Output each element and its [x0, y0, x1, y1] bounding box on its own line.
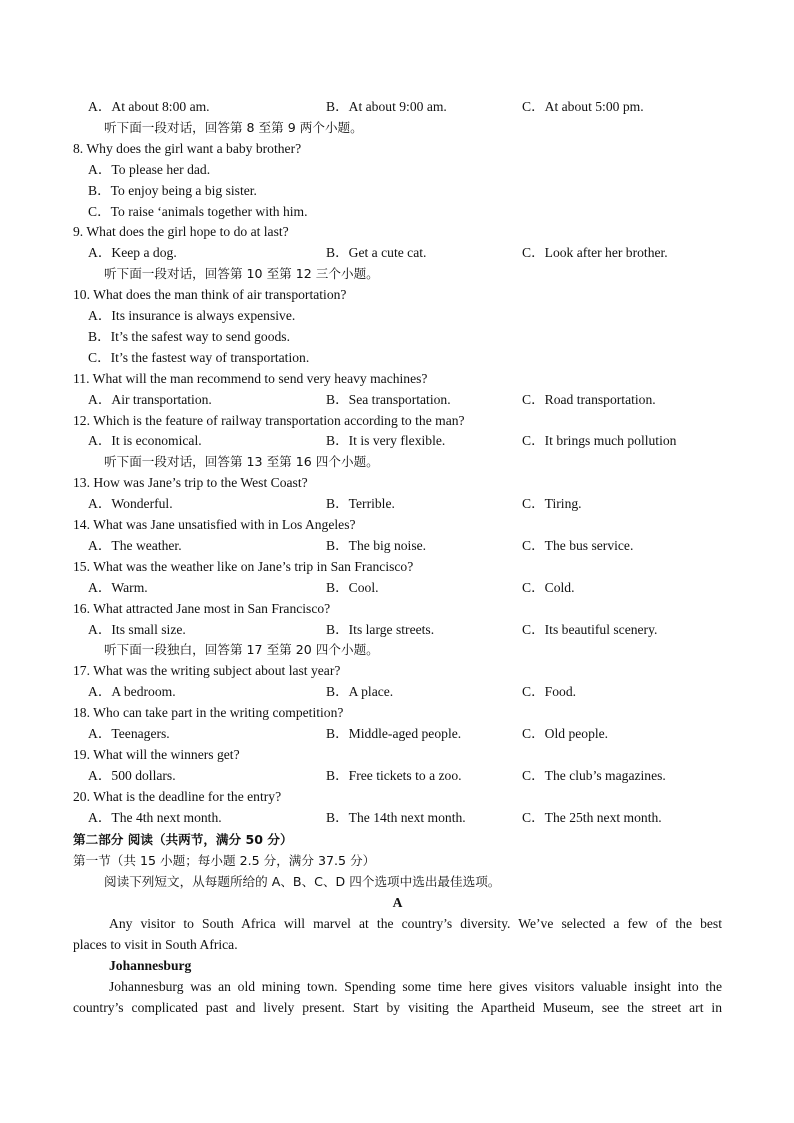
option-row — [73, 578, 722, 598]
section-subheading-text: 第一节（共 15 小题；每小题 2.5 分，满分 37.5 分） — [73, 853, 376, 868]
question-stem — [73, 599, 722, 619]
instruction-text: 听下面一段对话，回答第 13 至第 16 四个小题。 — [104, 454, 379, 469]
option-b: B．Get a cute cat. — [326, 245, 427, 260]
question-stem — [73, 515, 722, 535]
section-heading-text: 第二部分 阅读（共两节，满分 50 分） — [73, 832, 293, 847]
intro-line-1: Any visitor to South Africa will marvel at the country’s diversity. We’ve selected a few of the best — [109, 916, 722, 931]
question-text: 9. What does the girl hope to do at last? — [73, 224, 289, 239]
option-c: C．Tiring. — [522, 496, 582, 511]
option-row — [73, 431, 722, 451]
city-heading — [109, 956, 722, 976]
option-a: A．The weather. — [88, 538, 182, 553]
option-a: A．At about 8:00 am. — [88, 99, 210, 114]
section-heading — [73, 830, 722, 850]
option-text: A．Its insurance is always expensive. — [88, 308, 296, 323]
paragraph-line-2: country’s complicated past and lively present. Start by visiting the Apartheid Museum, see the street art in — [73, 1000, 722, 1015]
option-row — [73, 682, 722, 702]
question-text: 18. Who can take part in the writing competition? — [73, 705, 344, 720]
option-b: B．Cool. — [326, 580, 379, 595]
question-text: 16. What attracted Jane most in San Francisco? — [73, 601, 331, 616]
listening-instruction — [73, 640, 722, 660]
option-line — [73, 181, 722, 201]
option-b: B．It is very flexible. — [326, 433, 446, 448]
listening-instruction — [73, 118, 722, 138]
option-text: B．It’s the safest way to send goods. — [88, 329, 290, 344]
question-stem — [73, 369, 722, 389]
option-b: B．A place. — [326, 684, 394, 699]
paragraph-line-1: Johannesburg was an old mining town. Spending some time here gives visitors valuable insight into the — [109, 979, 722, 994]
question-text: 20. What is the deadline for the entry? — [73, 789, 282, 804]
option-a: A．Warm. — [88, 580, 148, 595]
option-line — [73, 202, 722, 222]
city-heading-text: Johannesburg — [109, 958, 192, 973]
question-stem — [73, 285, 722, 305]
option-row — [73, 724, 722, 744]
option-c: C．At about 5:00 pm. — [522, 99, 644, 114]
option-a: A．A bedroom. — [88, 684, 176, 699]
question-stem — [73, 557, 722, 577]
question-stem — [73, 703, 722, 723]
option-b: B．The 14th next month. — [326, 810, 466, 825]
option-text: A．To please her dad. — [88, 162, 211, 177]
option-a: A．Teenagers. — [88, 726, 170, 741]
option-text: B．To enjoy being a big sister. — [88, 183, 257, 198]
option-text: C．It’s the fastest way of transportation. — [88, 350, 310, 365]
question-text: 11. What will the man recommend to send very heavy machines? — [73, 371, 428, 386]
question-stem — [73, 139, 722, 159]
question-stem — [73, 473, 722, 493]
option-a: A．The 4th next month. — [88, 810, 222, 825]
instruction-text: 听下面一段对话，回答第 8 至第 9 两个小题。 — [104, 120, 363, 135]
option-row — [73, 494, 722, 514]
option-row — [73, 536, 722, 556]
option-row — [73, 390, 722, 410]
question-text: 13. How was Jane’s trip to the West Coast? — [73, 475, 308, 490]
question-text: 14. What was Jane unsatisfied with in Los Angeles? — [73, 517, 356, 532]
option-a: A．Keep a dog. — [88, 245, 177, 260]
option-b: B．Its large streets. — [326, 622, 435, 637]
instruction-text: 听下面一段对话，回答第 10 至第 12 三个小题。 — [104, 266, 379, 281]
option-row — [73, 620, 722, 640]
question-text: 17. What was the writing subject about last year? — [73, 663, 341, 678]
question-text: 8. Why does the girl want a baby brother? — [73, 141, 302, 156]
option-line — [73, 327, 722, 347]
option-c: C．The bus service. — [522, 538, 634, 553]
question-stem — [73, 222, 722, 242]
option-row — [73, 808, 722, 828]
option-b: B．Free tickets to a zoo. — [326, 768, 462, 783]
option-line — [73, 306, 722, 326]
question-text: 12. Which is the feature of railway transportation according to the man? — [73, 413, 465, 428]
option-a: A．Air transportation. — [88, 392, 212, 407]
reading-instruction-text: 阅读下列短文，从每题所给的 A、B、C、D 四个选项中选出最佳选项。 — [104, 874, 501, 889]
option-b: B．Middle-aged people. — [326, 726, 462, 741]
option-row — [73, 243, 722, 263]
listening-instruction — [73, 264, 722, 284]
option-c: C．Cold. — [522, 580, 575, 595]
option-c: C．Old people. — [522, 726, 609, 741]
option-row — [73, 97, 722, 117]
reading-instruction — [73, 872, 722, 892]
question-text: 19. What will the winners get? — [73, 747, 240, 762]
question-text: 15. What was the weather like on Jane’s trip in San Francisco? — [73, 559, 414, 574]
intro-line-2 — [73, 935, 722, 955]
option-b: B．Sea transportation. — [326, 392, 451, 407]
question-text: 10. What does the man think of air transportation? — [73, 287, 347, 302]
instruction-text: 听下面一段独白，回答第 17 至第 20 四个小题。 — [104, 642, 379, 657]
option-b: B．Terrible. — [326, 496, 395, 511]
option-a: A．500 dollars. — [88, 768, 176, 783]
option-c: C．Food. — [522, 684, 577, 699]
option-a: A．Wonderful. — [88, 496, 173, 511]
option-c: C．Look after her brother. — [522, 245, 668, 260]
intro-line-2-text: places to visit in South Africa. — [73, 937, 238, 952]
option-line — [73, 348, 722, 368]
option-b: B．The big noise. — [326, 538, 427, 553]
option-a: A．It is economical. — [88, 433, 202, 448]
option-c: C．Road transportation. — [522, 392, 656, 407]
option-c: C．The 25th next month. — [522, 810, 662, 825]
question-stem — [73, 411, 722, 431]
question-stem — [73, 745, 722, 765]
option-a: A．Its small size. — [88, 622, 186, 637]
passage-letter — [73, 893, 722, 913]
question-stem — [73, 787, 722, 807]
question-stem — [73, 661, 722, 681]
passage-letter-text: A — [392, 895, 403, 910]
option-c: C．The club’s magazines. — [522, 768, 666, 783]
option-c: C．It brings much pollution — [522, 433, 677, 448]
option-c: C．Its beautiful scenery. — [522, 622, 658, 637]
option-b: B．At about 9:00 am. — [326, 99, 447, 114]
listening-instruction — [73, 452, 722, 472]
option-text: C．To raise ‘animals together with him. — [88, 204, 308, 219]
option-line — [73, 160, 722, 180]
section-subheading — [73, 851, 722, 871]
option-row — [73, 766, 722, 786]
